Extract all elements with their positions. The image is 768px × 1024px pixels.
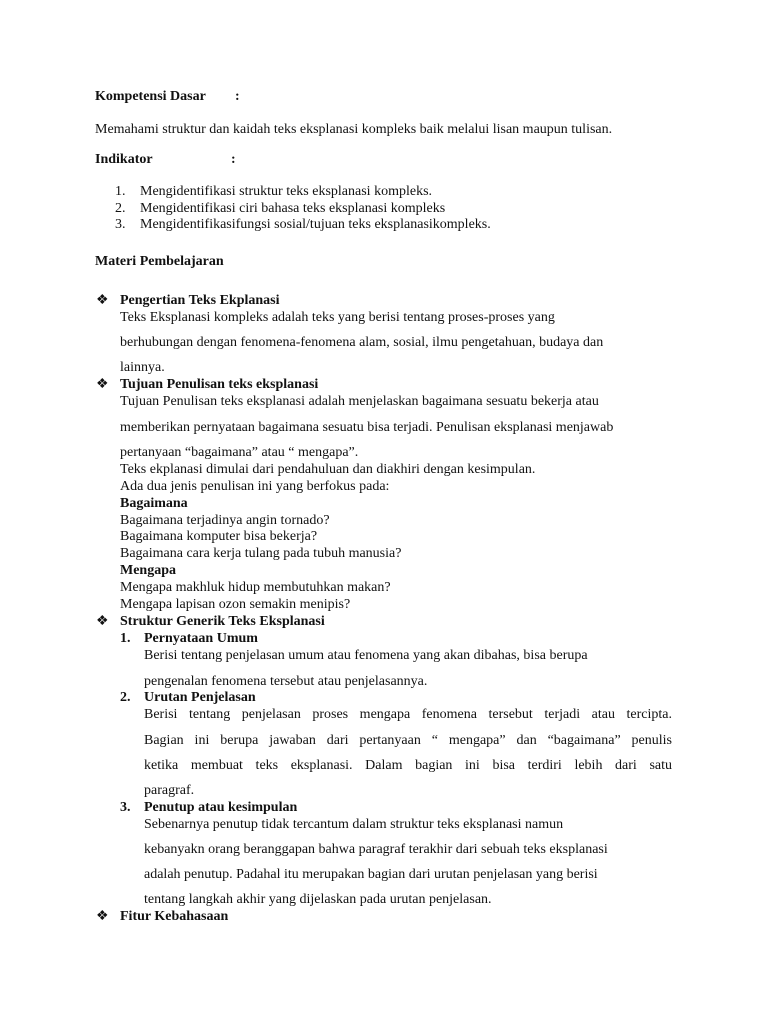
- subheading: Pernyataan Umum: [144, 631, 258, 646]
- diamond-bullet-icon: ❖: [96, 614, 109, 629]
- paragraph-line: Tujuan Penulisan teks eksplanasi adalah menjelaskan bagaimana sesuatu bekerja atau: [120, 394, 599, 409]
- diamond-bullet-icon: ❖: [96, 293, 109, 308]
- paragraph-line: ketika membuat teks eksplanasi. Dalam bagian ini bisa terdiri lebih dari satu: [144, 758, 672, 773]
- list-item: Bagaimana cara kerja tulang pada tubuh manusia?: [120, 546, 402, 561]
- paragraph-line: kebanyakn orang beranggapan bahwa paragraf terakhir dari sebuah teks eksplanasi: [144, 842, 608, 857]
- paragraph-line: Berisi tentang penjelasan umum atau fenomena yang akan dibahas, bisa berupa: [144, 648, 588, 663]
- list-item: Bagaimana terjadinya angin tornado?: [120, 513, 330, 528]
- list-item: Bagaimana komputer bisa bekerja?: [120, 529, 318, 544]
- list-item-number: 2.: [120, 690, 131, 705]
- paragraph-line: Ada dua jenis penulisan ini yang berfokus pada:: [120, 479, 390, 494]
- paragraph-line: pengenalan fenomena tersebut atau penjelasannya.: [144, 674, 428, 689]
- subheading: Penutup atau kesimpulan: [144, 800, 298, 815]
- kd-text: Memahami struktur dan kaidah teks eksplanasi kompleks baik melalui lisan maupun tulisan.: [95, 122, 613, 137]
- list-item-number: 3.: [120, 800, 131, 815]
- list-item: Mengidentifikasifungsi sosial/tujuan teks eksplanasikompleks.: [140, 217, 491, 232]
- paragraph-line: memberikan pernyataan bagaimana sesuatu bisa terjadi. Penulisan eksplanasi menjawab: [120, 420, 614, 435]
- list-item: Mengapa lapisan ozon semakin menipis?: [120, 597, 351, 612]
- subheading-mengapa: Mengapa: [120, 563, 176, 578]
- paragraph-line: Berisi tentang penjelasan proses mengapa fenomena tersebut terjadi atau tercipta.: [144, 707, 672, 722]
- list-item-number: 2.: [115, 201, 126, 216]
- list-item: Mengidentifikasi struktur teks eksplanasi kompleks.: [140, 184, 433, 199]
- paragraph-line: Sebenarnya penutup tidak tercantum dalam struktur teks eksplanasi namun: [144, 817, 564, 832]
- paragraph-line: Teks Eksplanasi kompleks adalah teks yang berisi tentang proses-proses yang: [120, 310, 555, 325]
- indikator-colon: :: [231, 152, 236, 167]
- list-item-number: 1.: [115, 184, 126, 199]
- list-item-number: 3.: [115, 217, 126, 232]
- subheading-bagaimana: Bagaimana: [120, 496, 188, 511]
- list-item: Mengidentifikasi ciri bahasa teks eksplanasi kompleks: [140, 201, 446, 216]
- paragraph-line: pertanyaan “bagaimana” atau “ mengapa”.: [120, 445, 359, 460]
- diamond-bullet-icon: ❖: [96, 377, 109, 392]
- materi-title: Materi Pembelajaran: [95, 254, 224, 269]
- paragraph-line: Bagian ini berupa jawaban dari pertanyaan “ mengapa” dan “bagaimana” penulis: [144, 733, 672, 748]
- list-item: Mengapa makhluk hidup membutuhkan makan?: [120, 580, 391, 595]
- paragraph-line: adalah penutup. Padahal itu merupakan bagian dari urutan penjelasan yang berisi: [144, 867, 598, 882]
- section-title: Struktur Generik Teks Eksplanasi: [120, 614, 325, 629]
- section-title: Pengertian Teks Ekplanasi: [120, 293, 280, 308]
- diamond-bullet-icon: ❖: [96, 909, 109, 924]
- kd-colon: :: [235, 89, 240, 104]
- paragraph-line: tentang langkah akhir yang dijelaskan pada urutan penjelasan.: [144, 892, 492, 907]
- paragraph-line: Teks ekplanasi dimulai dari pendahuluan dan diakhiri dengan kesimpulan.: [120, 462, 536, 477]
- kd-label: Kompetensi Dasar: [95, 89, 206, 104]
- paragraph-line: lainnya.: [120, 360, 165, 375]
- paragraph-line: paragraf.: [144, 783, 195, 798]
- subheading: Urutan Penjelasan: [144, 690, 256, 705]
- list-item-number: 1.: [120, 631, 131, 646]
- paragraph-line: berhubungan dengan fenomena-fenomena alam, sosial, ilmu pengetahuan, budaya dan: [120, 335, 604, 350]
- section-title: Fitur Kebahasaan: [120, 909, 229, 924]
- indikator-label: Indikator: [95, 152, 153, 167]
- section-title: Tujuan Penulisan teks eksplanasi: [120, 377, 319, 392]
